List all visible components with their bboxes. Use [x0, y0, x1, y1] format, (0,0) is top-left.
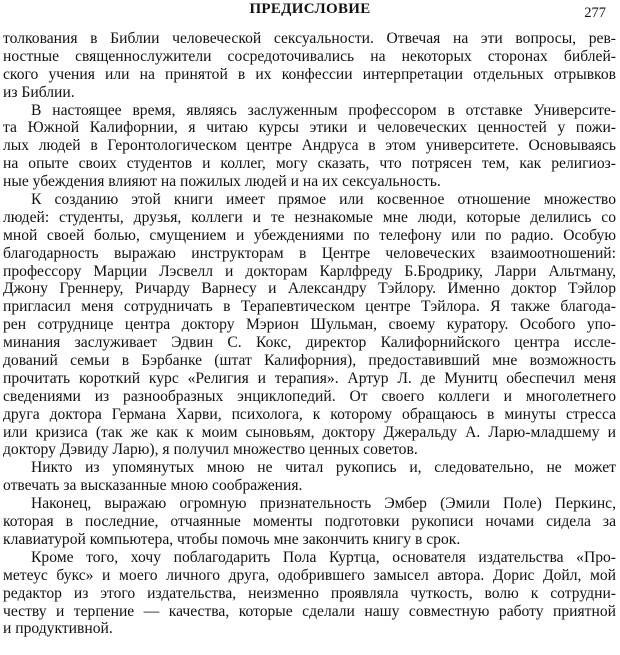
text-line: мной своей болью, смущением и убеждениями по телефону или по радио. Особую	[3, 226, 616, 244]
text-line: отвечать за высказанные мною соображения.	[3, 477, 303, 495]
text-line: друга доктора Германа Харви, психолога, к которому обращаюсь в минуты стресса	[3, 405, 616, 423]
page-number: 277	[584, 5, 606, 21]
text-line: Наконец, выражаю огромную признательность Эмбер (Эмили Поле) Перкинс,	[31, 495, 616, 513]
text-line: рен сотруднице центра доктору Мэрион Шульман, своему куратору. Особого упо-	[3, 316, 616, 334]
text-line: профессору Марции Лэсвелл и докторам Карлфреду Б.Бродрику, Ларри Альтману,	[3, 262, 616, 280]
running-head	[0, 0, 620, 22]
page-title: ПРЕДИСЛОВИЕ	[249, 1, 371, 17]
text-line: лых людей в Геронтологическом центре Андруса в этом университете. Основываясь	[3, 137, 616, 155]
text-line: прочитать короткий курс «Религия и терапия». Артур Л. де Мунитц обеспечил меня	[3, 369, 616, 387]
text-line: доктору Дэвиду Ларю), я получил множество ценных советов.	[3, 441, 418, 459]
text-line: Кроме того, хочу поблагодарить Пола Куртца, основателя издательства «Про-	[31, 548, 616, 566]
text-line: честву и терпение — качества, которые сделали нашу совместную работу приятной	[3, 602, 616, 620]
text-line: ностные священнослужители сосредоточивались на некоторых сторонах библей-	[3, 47, 616, 65]
text-line: В настоящее время, являясь заслуженным профессором в отставке Университе-	[31, 101, 616, 119]
text-line: толкования в Библии человеческой сексуальности. Отвечая на эти вопросы, рев-	[3, 30, 616, 47]
text-line: на опыте своих студентов и коллег, могу сказать, что потрясен тем, как религиоз-	[3, 155, 616, 173]
text-line: редактор из этого издательства, неизменно проявляла чуткость, волю к сотрудни-	[3, 584, 616, 602]
body-text	[3, 30, 616, 638]
text-line: из Библии.	[3, 83, 75, 101]
text-line: ные убеждения влияют на пожилых людей и на их сексуальность.	[3, 173, 441, 191]
text-line: К созданию этой книги имеет прямое или косвенное отношение множество	[31, 191, 616, 209]
text-line: ского учения или на принятой в их конфессии интерпретации отдельных отрывков	[3, 65, 616, 83]
text-line: пригласил меня сотрудничать в Терапевтическом центре Тэйлора. Я также благода-	[3, 298, 616, 316]
text-line: клавиатурой компьютера, чтобы помочь мне закончить книгу в срок.	[3, 530, 461, 548]
text-line: минания заслуживает Эдвин С. Кокс, директор Калифорнийского центра иссле-	[3, 334, 616, 352]
text-line: благодарность выражаю инструкторам в Центре человеческих взаимоотношений:	[3, 244, 616, 262]
text-line: или кризиса (так же как к моим сыновьям, доктору Джеральду А. Ларю-младшему и	[3, 423, 616, 441]
text-line: Джону Греннеру, Ричарду Варнесу и Александру Тэйлору. Именно доктор Тэйлор	[3, 280, 616, 298]
text-line: метеус букс» и моего личного друга, одобрившего замысел автора. Дорис Дойл, мой	[3, 566, 616, 584]
text-line: людей: студенты, друзья, коллеги и те незнакомые мне люди, которые делились со	[3, 208, 616, 226]
text-line: сведениями из разнообразных энциклопедий. От своего коллеги и многолетнего	[3, 387, 616, 405]
text-line: и продуктивной.	[3, 620, 113, 638]
text-line: Никто из упомянутых мною не читал рукопись и, следовательно, не может	[31, 459, 616, 477]
text-line: дований семьи в Бэрбанке (штат Калифорния), предоставивший мне возможность	[3, 352, 616, 370]
text-line: та Южной Калифорнии, я читаю курсы этики и человеческих ценностей у пожи-	[3, 119, 616, 137]
text-line: которая в последние, отчаянные моменты подготовки рукописи ночами сидела за	[3, 513, 616, 531]
